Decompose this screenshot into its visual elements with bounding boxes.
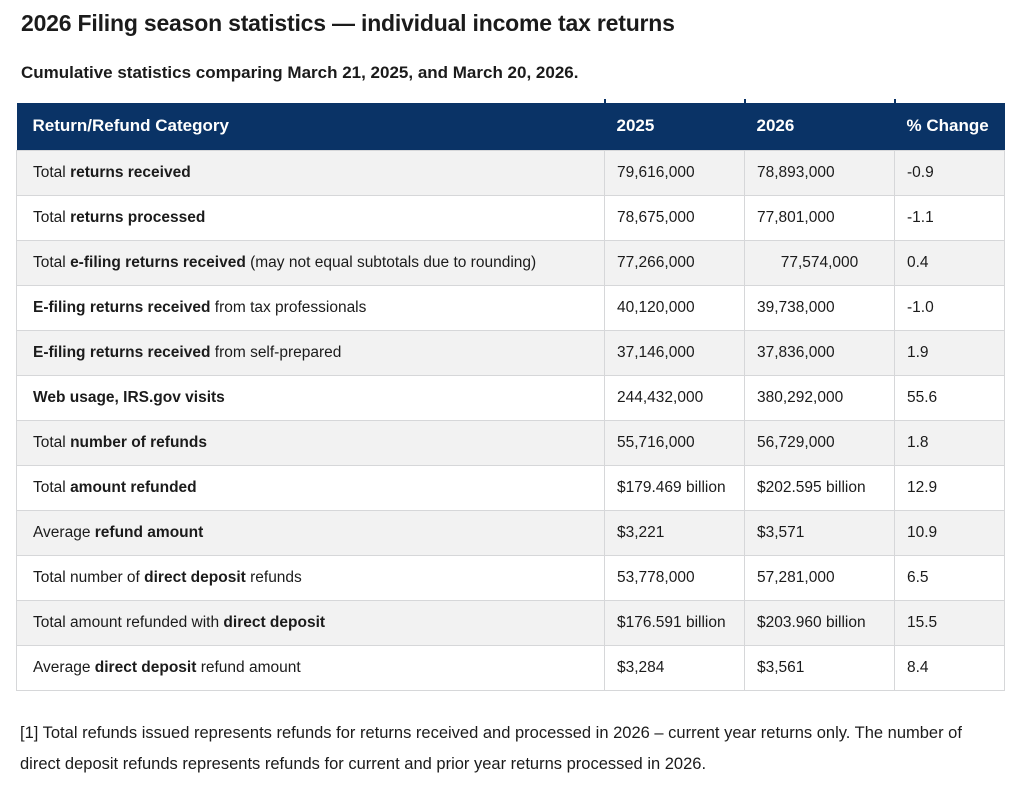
table-row	[17, 645, 1005, 690]
table-row	[17, 555, 1005, 600]
table-row	[17, 600, 1005, 645]
value-2025-cell: 40,120,000	[605, 285, 745, 330]
pct-change-cell: 8.4	[895, 645, 1005, 690]
category-text-bold: amount refunded	[70, 478, 197, 496]
value-2026-cell: $3,561	[745, 645, 895, 690]
category-text: from tax professionals	[210, 298, 367, 316]
category-cell	[17, 600, 605, 645]
category-cell	[17, 555, 605, 600]
column-header-2026: 2026	[745, 103, 895, 150]
category-text: Total amount refunded with	[33, 613, 224, 631]
value-2026-cell: 37,836,000	[745, 330, 895, 375]
value-2026-cell: $203.960 billion	[745, 600, 895, 645]
value-2025-cell: $176.591 billion	[605, 600, 745, 645]
category-text-bold: returns processed	[70, 208, 206, 226]
value-2025-cell: $3,284	[605, 645, 745, 690]
table-header	[17, 103, 1005, 150]
category-text: Total number of	[33, 568, 145, 586]
value-2026-cell: 57,281,000	[745, 555, 895, 600]
category-text-bold: number of refunds	[70, 433, 207, 451]
category-text-bold: returns received	[70, 163, 191, 181]
category-text-bold: E-filing returns received	[33, 343, 211, 361]
table-row	[17, 150, 1005, 195]
value-2025-cell: 55,716,000	[605, 420, 745, 465]
category-text-bold: e-filing returns received	[70, 253, 246, 271]
pct-change-cell: 0.4	[895, 240, 1005, 285]
category-cell	[17, 645, 605, 690]
table-row	[17, 240, 1005, 285]
category-cell	[17, 420, 605, 465]
category-cell	[17, 465, 605, 510]
table-row	[17, 330, 1005, 375]
category-text: refunds	[245, 568, 302, 586]
category-text-bold: direct deposit	[144, 568, 246, 586]
value-2025-cell: 244,432,000	[605, 375, 745, 420]
pct-change-cell: 10.9	[895, 510, 1005, 555]
category-text: from self-prepared	[210, 343, 342, 361]
pct-change-cell: 6.5	[895, 555, 1005, 600]
subtitle: Cumulative statistics comparing March 21, 2025, and March 20, 2026.	[21, 63, 579, 82]
footnote: [1] Total refunds issued represents refunds for returns received and processed in 2026 – current year returns only. The number of direct deposit refunds represents refunds for current and prior year returns processed in 2026.	[20, 723, 962, 773]
value-2025-cell: 78,675,000	[605, 195, 745, 240]
category-cell	[17, 240, 605, 285]
category-text-bold: refund amount	[94, 523, 204, 541]
value-2026-cell: 77,801,000	[745, 195, 895, 240]
page-title: 2026 Filing season statistics — individual income tax returns	[21, 10, 675, 36]
category-cell	[17, 510, 605, 555]
category-text: Total	[33, 253, 71, 271]
category-cell	[17, 330, 605, 375]
category-text: Total	[33, 433, 71, 451]
value-2026-cell: 39,738,000	[745, 285, 895, 330]
category-text-bold: direct deposit	[94, 658, 197, 676]
category-text: (may not equal subtotals due to rounding)	[245, 253, 537, 271]
category-cell	[17, 150, 605, 195]
category-text: refund amount	[196, 658, 301, 676]
value-2026-cell: $3,571	[745, 510, 895, 555]
pct-change-cell: 15.5	[895, 600, 1005, 645]
value-2025-cell: 77,266,000	[605, 240, 745, 285]
page	[0, 9, 1023, 780]
pct-change-cell: 55.6	[895, 375, 1005, 420]
table-row	[17, 420, 1005, 465]
table-body	[17, 150, 1005, 690]
pct-change-cell: -0.9	[895, 150, 1005, 195]
column-header-2025: 2025	[605, 103, 745, 150]
value-2026-cell: 380,292,000	[745, 375, 895, 420]
table-row	[17, 195, 1005, 240]
category-cell	[17, 375, 605, 420]
value-2025-cell: 53,778,000	[605, 555, 745, 600]
category-text: Total	[33, 208, 71, 226]
table-header-row	[17, 103, 1005, 150]
category-cell	[17, 195, 605, 240]
table-row	[17, 375, 1005, 420]
category-cell	[17, 285, 605, 330]
column-header-category: Return/Refund Category	[17, 103, 605, 150]
value-2025-cell: $3,221	[605, 510, 745, 555]
table-row	[17, 510, 1005, 555]
pct-change-cell: -1.1	[895, 195, 1005, 240]
value-2026-cell: 78,893,000	[745, 150, 895, 195]
pct-change-cell: -1.0	[895, 285, 1005, 330]
category-text: Average	[33, 658, 95, 676]
category-text: Total	[33, 163, 71, 181]
category-text: Total	[33, 478, 71, 496]
pct-change-cell: 1.8	[895, 420, 1005, 465]
pct-change-cell: 1.9	[895, 330, 1005, 375]
category-text-bold: E-filing returns received	[33, 298, 211, 316]
table-row	[17, 285, 1005, 330]
value-2025-cell: $179.469 billion	[605, 465, 745, 510]
pct-change-cell: 12.9	[895, 465, 1005, 510]
value-2025-cell: 37,146,000	[605, 330, 745, 375]
category-text: Average	[33, 523, 95, 541]
category-text-bold: direct deposit	[223, 613, 326, 631]
column-header-pct-change: % Change	[895, 103, 1005, 150]
category-text-bold: Web usage, IRS.gov visits	[33, 388, 225, 406]
value-2026-cell: 56,729,000	[745, 420, 895, 465]
value-2026-cell: $202.595 billion	[745, 465, 895, 510]
value-2025-cell: 79,616,000	[605, 150, 745, 195]
table-row	[17, 465, 1005, 510]
value-2026-cell: 77,574,000	[745, 240, 895, 285]
filing-season-statistics-table	[16, 103, 1005, 691]
